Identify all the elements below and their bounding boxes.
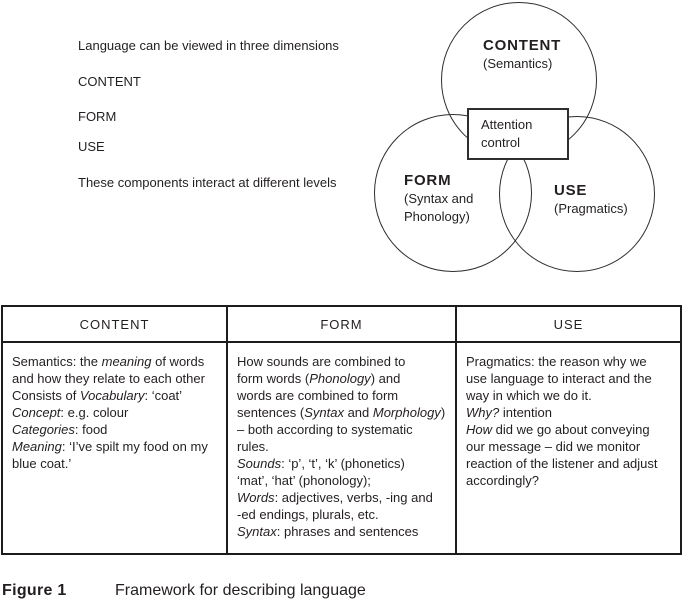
intro-item-content: CONTENT [78, 74, 141, 89]
table-header-form: FORM [228, 307, 457, 343]
table-header-use: USE [457, 307, 680, 343]
intro-item-use: USE [78, 139, 105, 154]
language-dimensions-table [1, 305, 682, 555]
attention-control-box: Attention control [467, 108, 569, 160]
table-cell-content: Semantics: the meaning of words and how they relate to each other Consists of Vocabulary: ‘coat’ Concept: e.g. colour Categories: food Meaning: ‘I’ve spilt my food on my blue coat.’ [3, 343, 228, 553]
form-circle-title: FORM [404, 172, 452, 189]
table-header-content: CONTENT [3, 307, 228, 343]
use-circle-subtitle: (Pragmatics) [554, 201, 628, 216]
figure-caption-text: Framework for describing language [115, 582, 366, 599]
content-circle-subtitle: (Semantics) [483, 56, 553, 71]
figure-caption-label: Figure 1 [2, 582, 67, 599]
form-circle-label [404, 171, 473, 225]
table-cell-use: Pragmatics: the reason why we use language to interact and the way in which we do it. Why? intention How did we go about conveying our message – did we monitor reaction of the listener and adjust accordingly? [466, 354, 658, 488]
use-circle-label [554, 181, 628, 218]
table-cell-form: How sounds are combined to form words (Phonology) and words are combined to form sentences (Syntax and Morphology) – both according to systematic rules. Sounds: ‘p’, ‘t’, ‘k’ (phonetics) ‘mat’, ‘hat’ (phonology); Words: adjectives, verbs, -ing and -ed endings, plurals, etc. Syntax: phrases and sentences [228, 343, 457, 553]
content-circle-label [483, 36, 561, 73]
form-circle-subtitle: (Syntax and Phonology) [404, 191, 474, 224]
intro-item-form: FORM [78, 109, 117, 124]
use-circle-title: USE [554, 182, 588, 199]
intro-line-interact: These components interact at different levels [78, 175, 337, 190]
content-circle-title: CONTENT [483, 37, 562, 54]
figure-caption [2, 582, 366, 600]
intro-line-dimensions: Language can be viewed in three dimensions [78, 38, 339, 53]
